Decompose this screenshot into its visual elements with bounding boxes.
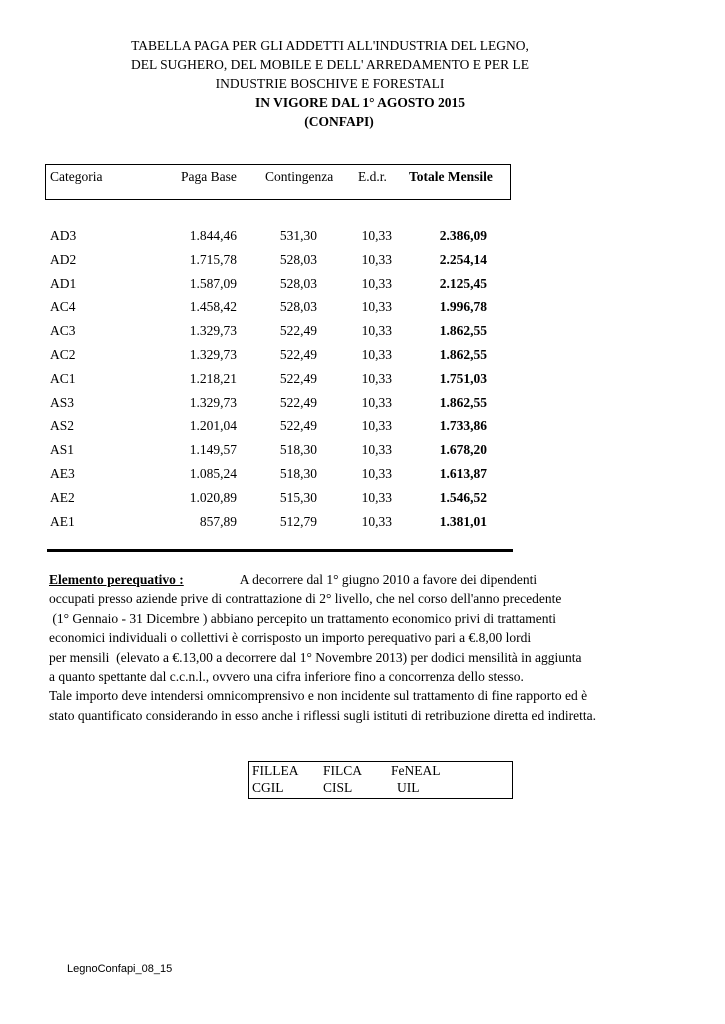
cell-edr: 10,33: [361, 228, 392, 243]
cell-totale: 1.546,52: [439, 489, 487, 505]
perequativo-line-3: (1° Gennaio - 31 Dicembre ) abbiano percepito un trattamento economico privi di trattamenti: [49, 610, 556, 626]
cell-categoria: AE2: [50, 489, 75, 505]
cell-categoria: AC4: [50, 299, 76, 315]
table-row: [0, 395, 725, 419]
cell-paga-base: 1.020,89: [189, 489, 237, 505]
cell-paga-base: 1.587,09: [189, 275, 237, 291]
cell-contingenza: 515,30: [279, 489, 317, 505]
perequativo-text-1: A decorrere dal 1° giugno 2010 a favore dei dipendenti: [239, 572, 538, 587]
table-row: [0, 442, 725, 466]
cell-paga-base: 1.329,73: [189, 323, 237, 339]
cell-totale: 1.381,01: [439, 513, 487, 529]
cell-contingenza: 518,30: [279, 442, 317, 458]
table-row: [0, 323, 725, 347]
cell-categoria: AC1: [50, 370, 76, 386]
cell-edr: 10,33: [361, 513, 392, 529]
union-feneal: FeNEAL: [391, 763, 441, 778]
cell-totale: 2.386,09: [439, 228, 487, 243]
cell-contingenza: 522,49: [279, 346, 317, 362]
cell-edr: 10,33: [361, 370, 392, 386]
cell-paga-base: 1.329,73: [189, 394, 237, 410]
header-paga-base: Paga Base: [181, 169, 237, 184]
table-header: [45, 164, 511, 200]
table-row: [0, 299, 725, 323]
cell-paga-base: 1.218,21: [189, 370, 237, 386]
union-filca: FILCA: [323, 763, 363, 778]
header-edr: E.d.r.: [358, 169, 387, 184]
table-row: [0, 490, 725, 514]
union-fillea: FILLEA: [252, 763, 299, 778]
cell-totale: 2.125,45: [439, 275, 487, 291]
table-row: [0, 347, 725, 371]
cell-contingenza: 522,49: [279, 418, 317, 434]
cell-edr: 10,33: [361, 299, 392, 315]
perequativo-line-4: economici individuali o collettivi è corrisposto un importo perequativo pari a €.8,00 lordi: [49, 630, 532, 646]
document-title: [0, 36, 660, 131]
header-contingenza: Contingenza: [265, 169, 334, 184]
cell-paga-base: 1.715,78: [189, 251, 237, 267]
perequativo-line-1: [49, 570, 679, 589]
perequativo-line-2: occupati presso aziende prive di contrattazione di 2° livello, che nel corso dell'anno precedente: [49, 591, 562, 607]
unions-signature-box: [248, 761, 513, 799]
title-line-3: INDUSTRIE BOSCHIVE E FORESTALI: [215, 76, 445, 91]
union-cgil: CGIL: [252, 780, 284, 795]
cell-contingenza: 528,03: [279, 275, 317, 291]
cell-edr: 10,33: [361, 275, 392, 291]
cell-categoria: AS1: [50, 442, 75, 458]
header-categoria: Categoria: [50, 169, 103, 184]
perequativo-line-6: a quanto spettante dal c.c.n.l., ovvero una cifra inferiore fino a concorrenza dello stesso.: [49, 669, 524, 685]
cell-edr: 10,33: [361, 465, 392, 481]
cell-paga-base: 1.458,42: [189, 299, 237, 315]
cell-contingenza: 531,30: [279, 228, 317, 243]
cell-totale: 1.862,55: [439, 394, 487, 410]
footer-filename: LegnoConfapi_08_15: [67, 963, 173, 975]
cell-contingenza: 528,03: [279, 299, 317, 315]
perequativo-label: Elemento perequativo :: [49, 572, 184, 587]
cell-edr: 10,33: [361, 442, 392, 458]
table-row: [0, 252, 725, 276]
cell-paga-base: 1.149,57: [189, 442, 237, 458]
cell-paga-base: 1.085,24: [189, 465, 237, 481]
union-uil: UIL: [397, 780, 420, 795]
cell-categoria: AC2: [50, 346, 76, 362]
title-line-1: TABELLA PAGA PER GLI ADDETTI ALL'INDUSTRIA DEL LEGNO,: [131, 38, 529, 53]
union-cisl: CISL: [323, 780, 353, 795]
cell-totale: 1.862,55: [439, 346, 487, 362]
cell-totale: 1.613,87: [439, 465, 487, 481]
perequativo-line-5: per mensili (elevato a €.13,00 a decorrere dal 1° Novembre 2013) per dodici mensilità in aggiunta: [49, 649, 582, 665]
cell-contingenza: 522,49: [279, 323, 317, 339]
pay-table-body: [0, 228, 725, 537]
title-line-2: DEL SUGHERO, DEL MOBILE E DELL' ARREDAMENTO E PER LE: [131, 57, 529, 72]
cell-contingenza: 528,03: [279, 251, 317, 267]
cell-totale: 1.678,20: [439, 442, 487, 458]
cell-edr: 10,33: [361, 489, 392, 505]
cell-paga-base: 1.329,73: [189, 346, 237, 362]
table-row: [0, 371, 725, 395]
cell-contingenza: 518,30: [279, 465, 317, 481]
table-row: [0, 276, 725, 300]
cell-edr: 10,33: [361, 323, 392, 339]
cell-categoria: AD2: [50, 251, 77, 267]
cell-contingenza: 522,49: [279, 394, 317, 410]
cell-edr: 10,33: [361, 394, 392, 410]
cell-contingenza: 512,79: [279, 513, 317, 529]
cell-categoria: AD3: [50, 228, 77, 243]
cell-categoria: AE1: [50, 513, 75, 529]
effective-date: IN VIGORE DAL 1° AGOSTO 2015: [254, 95, 466, 110]
cell-edr: 10,33: [361, 346, 392, 362]
table-row: [0, 418, 725, 442]
table-row: [0, 228, 725, 252]
cell-contingenza: 522,49: [279, 370, 317, 386]
perequativo-line-7: Tale importo deve intendersi omnicomprensivo e non incidente sul trattamento di fine rapporto ed è: [49, 688, 588, 704]
table-row: [0, 514, 725, 538]
organization-name: (CONFAPI): [304, 114, 374, 129]
cell-categoria: AS2: [50, 418, 75, 434]
cell-categoria: AC3: [50, 323, 76, 339]
cell-totale: 1.862,55: [439, 323, 487, 339]
table-bottom-rule: [47, 549, 513, 552]
table-row: [0, 466, 725, 490]
cell-totale: 1.751,03: [439, 370, 487, 386]
cell-categoria: AD1: [50, 275, 77, 291]
cell-categoria: AE3: [50, 465, 75, 481]
cell-paga-base: 1.201,04: [189, 418, 237, 434]
cell-paga-base: 1.844,46: [189, 228, 237, 243]
cell-edr: 10,33: [361, 418, 392, 434]
header-totale-mensile: Totale Mensile: [409, 169, 493, 184]
cell-categoria: AS3: [50, 394, 75, 410]
cell-paga-base: 857,89: [199, 513, 237, 529]
cell-totale: 1.733,86: [439, 418, 487, 434]
cell-edr: 10,33: [361, 251, 392, 267]
perequativo-section: [49, 570, 679, 725]
cell-totale: 2.254,14: [439, 251, 487, 267]
cell-totale: 1.996,78: [439, 299, 487, 315]
perequativo-line-8: stato quantificato considerando in esso anche i riflessi sugli istituti di retribuzione diretta ed indiretta.: [49, 707, 596, 723]
